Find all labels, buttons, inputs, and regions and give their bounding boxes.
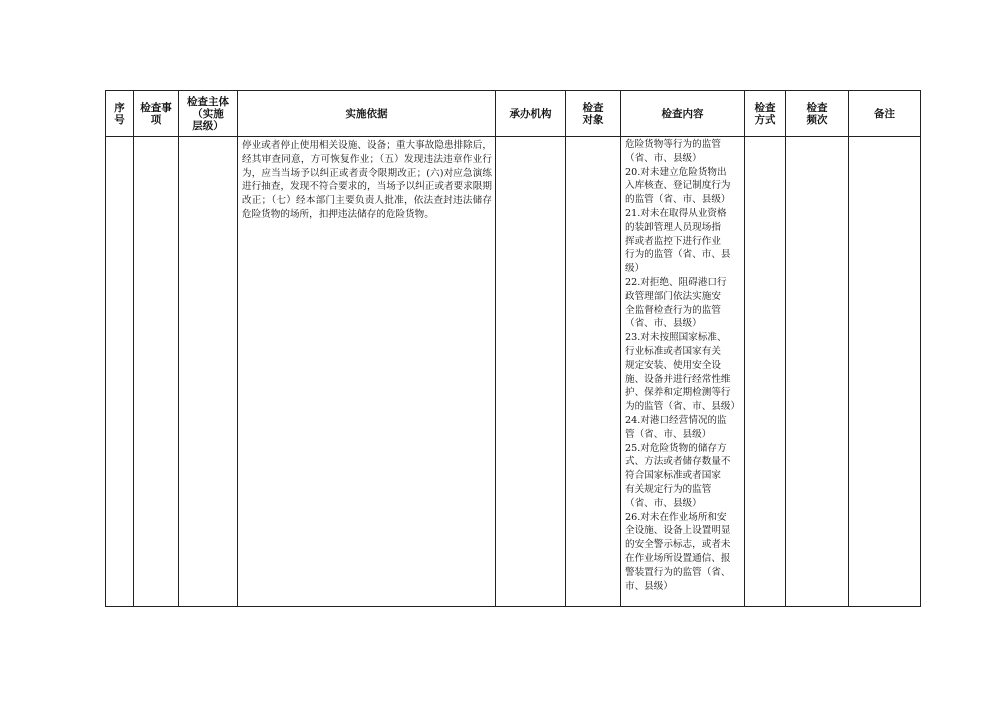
header-method: 检查 方式 [745,91,786,137]
content-line: 全监督检查行为的监管 [625,304,721,316]
content-line: 23.对未按照国家标准、 [625,332,727,344]
table-row [106,137,921,607]
content-line: 级） [625,263,645,275]
content-line: 护、保养和定期检测等行 [625,387,731,399]
content-line: 21.对未在取得从业资格 [625,207,727,219]
content-line: 为的监管（省、市、县级） [625,401,741,413]
content-line: （省、市、县级） [625,318,702,330]
cell-seq [106,137,134,607]
content-line: 20.对未建立危险货物出 [625,166,727,178]
content-line: 有关规定行为的监管 [625,483,712,495]
cell-method [745,137,786,607]
content-line: 26.对未在作业场所和安 [625,511,727,523]
content-line: 施、设备并进行经常性维 [625,373,731,385]
content-line: 挥或者监控下进行作业 [625,235,721,247]
content-line: （省、市、县级） [625,152,702,164]
header-item: 检查事 项 [134,91,179,137]
cell-subject [179,137,238,607]
content-line: 政管理部门依法实施安 [625,290,721,302]
content-line: 的监管（省、市、县级） [625,194,731,206]
content-line: 式、方法或者储存数量不 [625,456,731,468]
header-basis: 实施依据 [238,91,496,137]
basis-text: 停业或者停止使用相关设施、设备；重大事故隐患排除后，经其审查同意，方可恢复作业；（五）发现违法违章作业行为，应当当场予以纠正或者责令限期改正；(六)对应急演练进行抽查，发现不符合要求的，当场予以纠正或者要求限期改正；（七）经本部门主要负责人批准，依法查封违法储存危险货物的场所，扣押违法储存的危险货物。 [242,140,492,220]
cell-content [621,137,745,607]
header-remark: 备注 [849,91,921,137]
content-line: 市、县级） [625,580,673,592]
header-frequency: 检查 频次 [786,91,849,137]
cell-basis [238,137,496,607]
content-line: 在作业场所设置通信、报 [625,552,731,564]
content-line: 的安全警示标志，或者未 [625,539,731,551]
content-line: 22.对拒绝、阻碍港口行 [625,276,727,288]
content-line: 规定安装、使用安全设 [625,359,721,371]
cell-object [566,137,621,607]
content-line: 入库核查、登记制度行为 [625,180,731,192]
content-line: 24.对港口经营情况的监 [625,414,727,426]
content-text [621,137,744,593]
cell-remark [849,137,921,607]
header-object: 检查 对象 [566,91,621,137]
content-line: 管（省、市、县级） [625,428,712,440]
header-seq: 序 号 [106,91,134,137]
cell-frequency [786,137,849,607]
header-row [106,91,921,137]
content-line: 的装卸管理人员现场指 [625,221,721,233]
content-line: 危险货物等行为的监管 [625,139,721,150]
content-line: 符合国家标准或者国家 [625,470,721,482]
content-line: 行为的监管（省、市、县 [625,249,731,261]
content-line: 25.对危险货物的储存方 [625,442,727,454]
cell-item [134,137,179,607]
content-line: 全设施、设备上设置明显 [625,525,731,537]
content-line: 警装置行为的监管（省、 [625,566,731,578]
inspection-table [105,90,921,607]
content-line: （省、市、县级） [625,497,702,509]
content-line: 行业标准或者国家有关 [625,345,721,357]
cell-agency [496,137,566,607]
header-agency: 承办机构 [496,91,566,137]
header-subject: 检查主体 （实施 层级） [179,91,238,137]
header-content: 检查内容 [621,91,745,137]
